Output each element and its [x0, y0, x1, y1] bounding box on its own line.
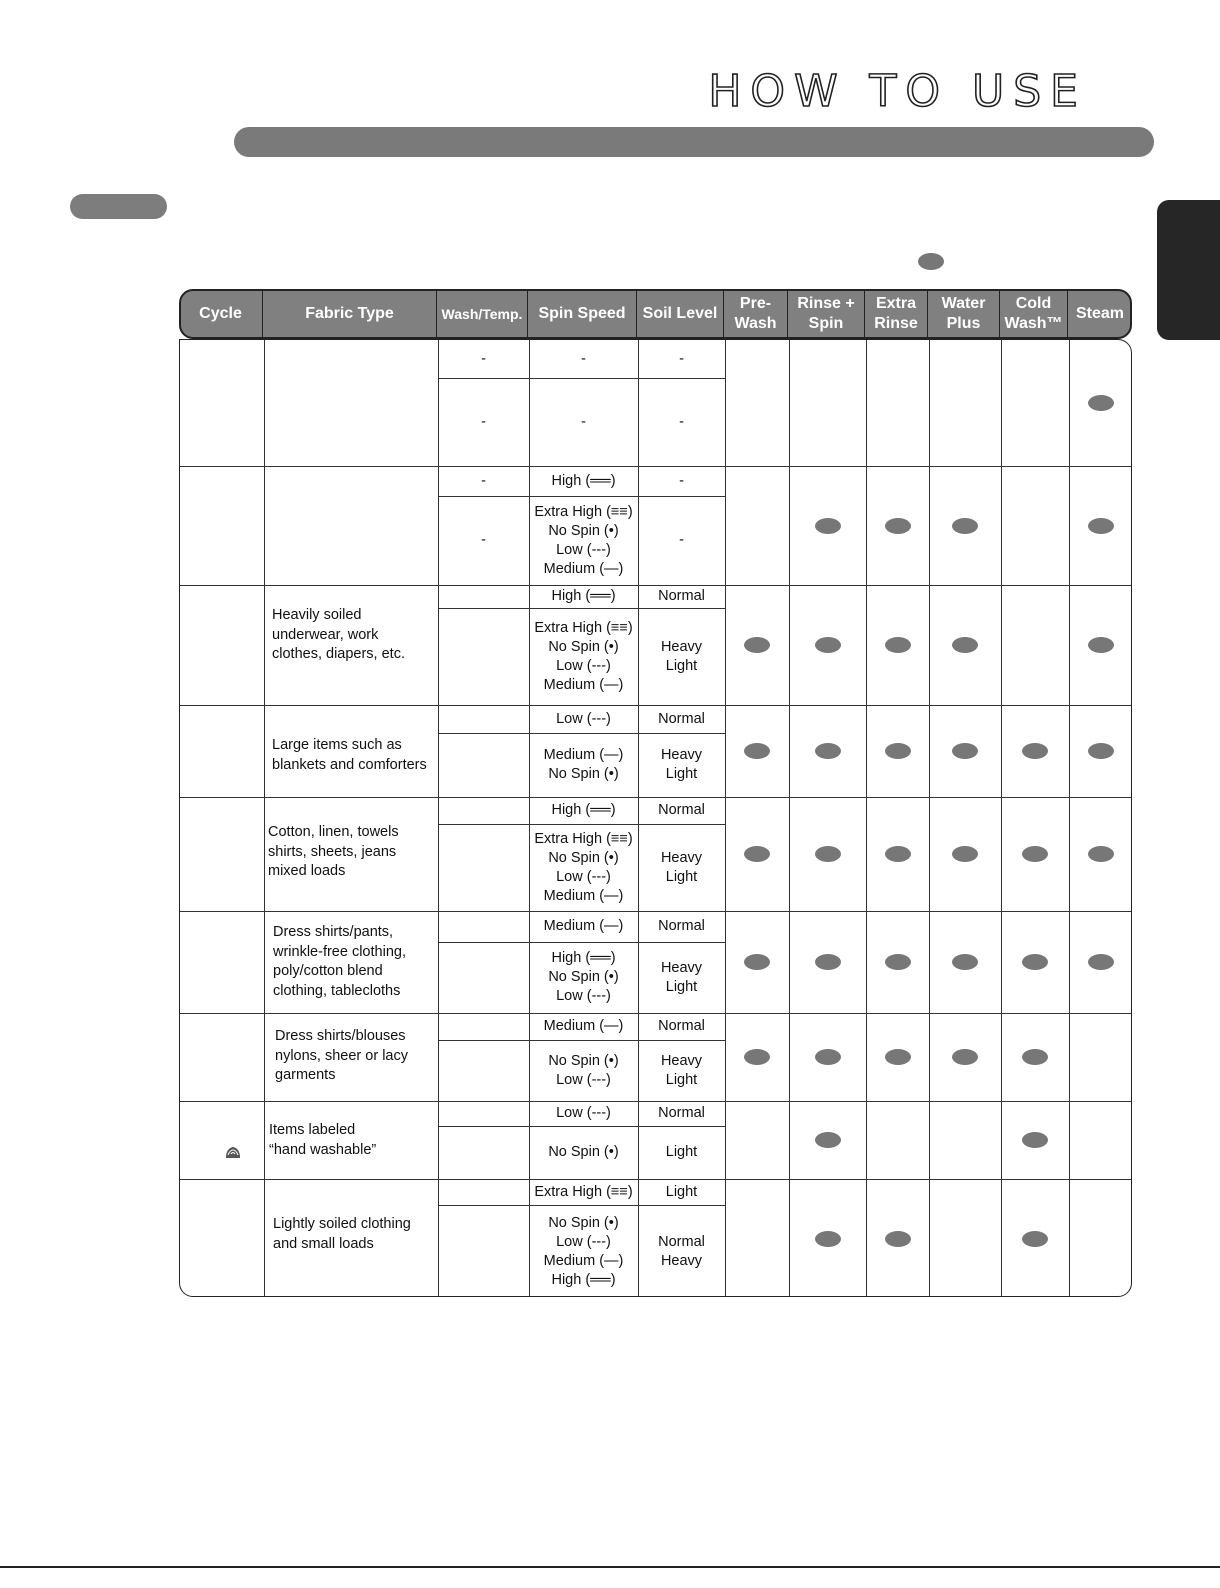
option-dot-icon	[744, 954, 770, 970]
option-dot-icon	[1022, 846, 1048, 862]
option-dot-icon	[815, 1231, 841, 1247]
soil-level-value-line: Heavy	[660, 959, 703, 976]
column-header-spin: Spin Speed	[528, 291, 637, 337]
soil-level-value-line: Heavy	[660, 1252, 703, 1269]
spin-speed-value-line: Medium (—)	[543, 676, 624, 693]
soil-level-value-line: Light	[665, 1071, 698, 1088]
soil-level-value	[638, 797, 725, 824]
spin-speed-value-line: No Spin (•)	[548, 766, 619, 782]
soil-level-value	[638, 1101, 725, 1126]
fabric-type-text: Dress shirts/pants, wrinkle-free clothing, poly/cotton blend clothing, tablecloths	[273, 924, 406, 999]
spin-speed-value-line: Medium (—)	[543, 1252, 624, 1269]
column-header-water-plus: Water Plus	[928, 291, 1000, 337]
option-dot-icon	[1088, 846, 1114, 862]
option-dot-icon	[815, 518, 841, 534]
soil-level-value-line: Light	[665, 978, 698, 995]
spin-speed-value-line: No Spin (•)	[548, 969, 619, 985]
soil-level-value-line: Light	[665, 657, 698, 674]
column-header-prewash: Pre- Wash	[724, 291, 788, 337]
option-dot-icon	[1088, 637, 1114, 653]
fabric-type-text: Heavily soiled underwear, work clothes, diapers, etc.	[272, 607, 405, 662]
soil-level-value-line: Normal	[658, 588, 705, 604]
spin-speed-value	[529, 1013, 638, 1040]
column-divider	[725, 340, 726, 1296]
soil-level-value	[638, 340, 725, 378]
wash-temp-value: -	[481, 413, 486, 430]
soil-level-value-line: Heavy	[660, 747, 703, 763]
soil-level-value	[638, 466, 725, 496]
wash-temp-value: -	[481, 350, 486, 367]
spin-speed-value	[529, 340, 638, 378]
spin-speed-value	[529, 1205, 638, 1298]
cycle-table	[179, 339, 1132, 1297]
option-dot-icon	[952, 846, 978, 862]
spin-speed-value-line: Low (---)	[556, 1233, 611, 1250]
spin-speed-value	[529, 942, 638, 1013]
column-divider	[1069, 340, 1070, 1296]
spin-speed-value	[529, 496, 638, 585]
soil-level-value	[638, 378, 725, 466]
column-header-wash: Wash/Temp.	[437, 291, 528, 337]
soil-level-value	[638, 705, 725, 733]
spin-speed-value-line: No Spin (•)	[548, 1214, 619, 1231]
soil-level-value	[638, 496, 725, 585]
soil-level-value	[638, 1126, 725, 1179]
column-divider	[929, 340, 930, 1296]
soil-level-value-line: Light	[665, 1183, 698, 1200]
spin-speed-value-line: High (══)	[551, 1271, 616, 1288]
option-dot-icon	[815, 743, 841, 759]
column-divider	[789, 340, 790, 1296]
soil-level-value-line: Normal	[658, 710, 705, 727]
soil-level-value-line: -	[679, 532, 684, 548]
option-dot-icon	[1088, 743, 1114, 759]
soil-level-value	[638, 942, 725, 1013]
section-label-pill	[70, 194, 167, 219]
soil-level-value-line: Light	[665, 868, 698, 885]
soil-level-value-line: Normal	[658, 1018, 705, 1034]
spin-speed-value	[529, 1101, 638, 1126]
column-header-fabric: Fabric Type	[263, 291, 437, 337]
fabric-type-text: Items labeled “hand washable”	[269, 1122, 377, 1158]
spin-speed-value-line: No Spin (•)	[548, 849, 619, 866]
spin-speed-value-line: -	[581, 350, 586, 367]
column-header-soil: Soil Level	[637, 291, 724, 337]
spin-speed-value-line: Low (---)	[556, 988, 611, 1004]
option-dot-icon	[815, 954, 841, 970]
spin-speed-value	[529, 797, 638, 824]
column-header-steam: Steam	[1075, 305, 1125, 322]
spin-speed-value-line: High (══)	[551, 950, 616, 966]
option-dot-icon	[952, 637, 978, 653]
spin-speed-value	[529, 585, 638, 608]
soil-level-value-line: Heavy	[660, 849, 703, 866]
soil-level-value	[638, 585, 725, 608]
option-dot-icon	[815, 1049, 841, 1065]
soil-level-value	[638, 911, 725, 942]
column-divider	[264, 340, 265, 1296]
option-dot-icon	[815, 1132, 841, 1148]
option-dot-icon	[885, 846, 911, 862]
spin-speed-value-line: Extra High (≡≡)	[534, 830, 633, 847]
wash-temp-value: -	[481, 472, 486, 489]
spin-speed-value-line: Extra High (≡≡)	[534, 503, 633, 520]
soil-level-value-line: Normal	[658, 802, 705, 818]
spin-speed-value-line: Extra High (≡≡)	[534, 619, 633, 636]
option-dot-icon	[885, 637, 911, 653]
option-dot-icon	[1088, 395, 1114, 411]
spin-speed-value-line: High (══)	[551, 802, 616, 818]
option-dot-icon	[1022, 954, 1048, 970]
option-dot-icon	[952, 1049, 978, 1065]
soil-level-value-line: Normal	[658, 918, 705, 934]
soil-level-value-line: Normal	[658, 1105, 705, 1121]
soil-level-value	[638, 1013, 725, 1040]
soil-level-value-line: Heavy	[660, 638, 703, 655]
option-dot-icon	[885, 743, 911, 759]
fabric-type-text: Dress shirts/blouses nylons, sheer or lacy garments	[275, 1028, 408, 1083]
spin-speed-value-line: -	[581, 413, 586, 430]
spin-speed-value-line: No Spin (•)	[548, 522, 619, 539]
soil-level-value-line: Heavy	[660, 1052, 703, 1069]
column-divider	[866, 340, 867, 1296]
soil-level-value-line: Light	[665, 766, 698, 782]
spin-speed-value	[529, 1040, 638, 1101]
spin-speed-value	[529, 1126, 638, 1179]
page-title: HOW TO USE	[708, 66, 1087, 117]
option-dot-icon	[918, 253, 944, 270]
spin-speed-value-line: Medium (—)	[543, 747, 624, 763]
spin-speed-value-line: Low (---)	[556, 1071, 611, 1088]
section-header-bar	[234, 127, 1154, 157]
spin-speed-value	[529, 824, 638, 911]
spin-speed-value-line: Low (---)	[556, 657, 611, 674]
spin-speed-value-line: High (══)	[551, 588, 616, 604]
wash-temp-value: -	[481, 532, 486, 548]
spin-speed-value-line: Low (---)	[556, 1105, 611, 1121]
option-dot-icon	[744, 637, 770, 653]
spin-speed-value	[529, 1179, 638, 1205]
soil-level-value-line: -	[679, 350, 684, 367]
side-tab	[1157, 200, 1220, 340]
option-dot-icon	[1022, 1132, 1048, 1148]
column-divider	[1001, 340, 1002, 1296]
soil-level-value-line: Normal	[658, 1233, 705, 1250]
table-header	[179, 289, 1132, 339]
spin-speed-value	[529, 466, 638, 496]
spin-speed-value-line: Medium (—)	[543, 918, 624, 934]
soil-level-value-line: -	[679, 413, 684, 430]
option-dot-icon	[952, 743, 978, 759]
option-dot-icon	[815, 637, 841, 653]
soil-level-value	[638, 608, 725, 705]
option-dot-icon	[1022, 743, 1048, 759]
spin-speed-value-line: High (══)	[551, 472, 616, 489]
spin-speed-value-line: Low (---)	[556, 710, 611, 727]
spin-speed-value-line: Low (---)	[556, 541, 611, 558]
option-dot-icon	[815, 846, 841, 862]
option-dot-icon	[885, 954, 911, 970]
spin-speed-value-line: Extra High (≡≡)	[534, 1183, 633, 1200]
soil-level-value	[638, 824, 725, 911]
spin-speed-value	[529, 608, 638, 705]
fabric-type-text: Cotton, linen, towels shirts, sheets, jeans mixed loads	[268, 824, 399, 879]
fabric-type-text: Lightly soiled clothing and small loads	[273, 1216, 411, 1252]
page-bottom-rule	[0, 1566, 1220, 1568]
option-dot-icon	[885, 1231, 911, 1247]
spin-speed-value	[529, 733, 638, 797]
soil-level-value-line: -	[679, 472, 684, 489]
option-dot-icon	[1088, 518, 1114, 534]
spin-speed-value-line: No Spin (•)	[548, 1052, 619, 1069]
option-dot-icon	[885, 1049, 911, 1065]
fabric-type-text: Large items such as blankets and comforters	[272, 737, 427, 773]
column-header-cycle: Cycle	[179, 291, 263, 337]
column-header-extra-rinse: Extra Rinse	[865, 291, 928, 337]
hand-wash-icon	[224, 1144, 242, 1162]
column-header-rinse-spin: Rinse + Spin	[788, 291, 865, 337]
option-dot-icon	[952, 518, 978, 534]
option-dot-icon	[744, 846, 770, 862]
soil-level-value-line: Light	[665, 1144, 698, 1160]
spin-speed-value-line: Low (---)	[556, 868, 611, 885]
option-dot-icon	[744, 1049, 770, 1065]
soil-level-value	[638, 1205, 725, 1298]
spin-speed-value-line: Medium (—)	[543, 560, 624, 577]
option-dot-icon	[885, 518, 911, 534]
spin-speed-value	[529, 705, 638, 733]
soil-level-value	[638, 1040, 725, 1101]
option-dot-icon	[1022, 1049, 1048, 1065]
option-dot-icon	[744, 743, 770, 759]
option-dot-icon	[952, 954, 978, 970]
spin-speed-value-line: No Spin (•)	[548, 638, 619, 655]
spin-speed-value-line: Medium (—)	[543, 1018, 624, 1034]
option-dot-icon	[1088, 954, 1114, 970]
spin-speed-value-line: Medium (—)	[543, 887, 624, 904]
spin-speed-value-line: No Spin (•)	[548, 1144, 619, 1160]
column-header-cold-wash: Cold Wash™	[1000, 291, 1068, 337]
spin-speed-value	[529, 911, 638, 942]
spin-speed-value	[529, 378, 638, 466]
option-dot-icon	[1022, 1231, 1048, 1247]
soil-level-value	[638, 733, 725, 797]
soil-level-value	[638, 1179, 725, 1205]
